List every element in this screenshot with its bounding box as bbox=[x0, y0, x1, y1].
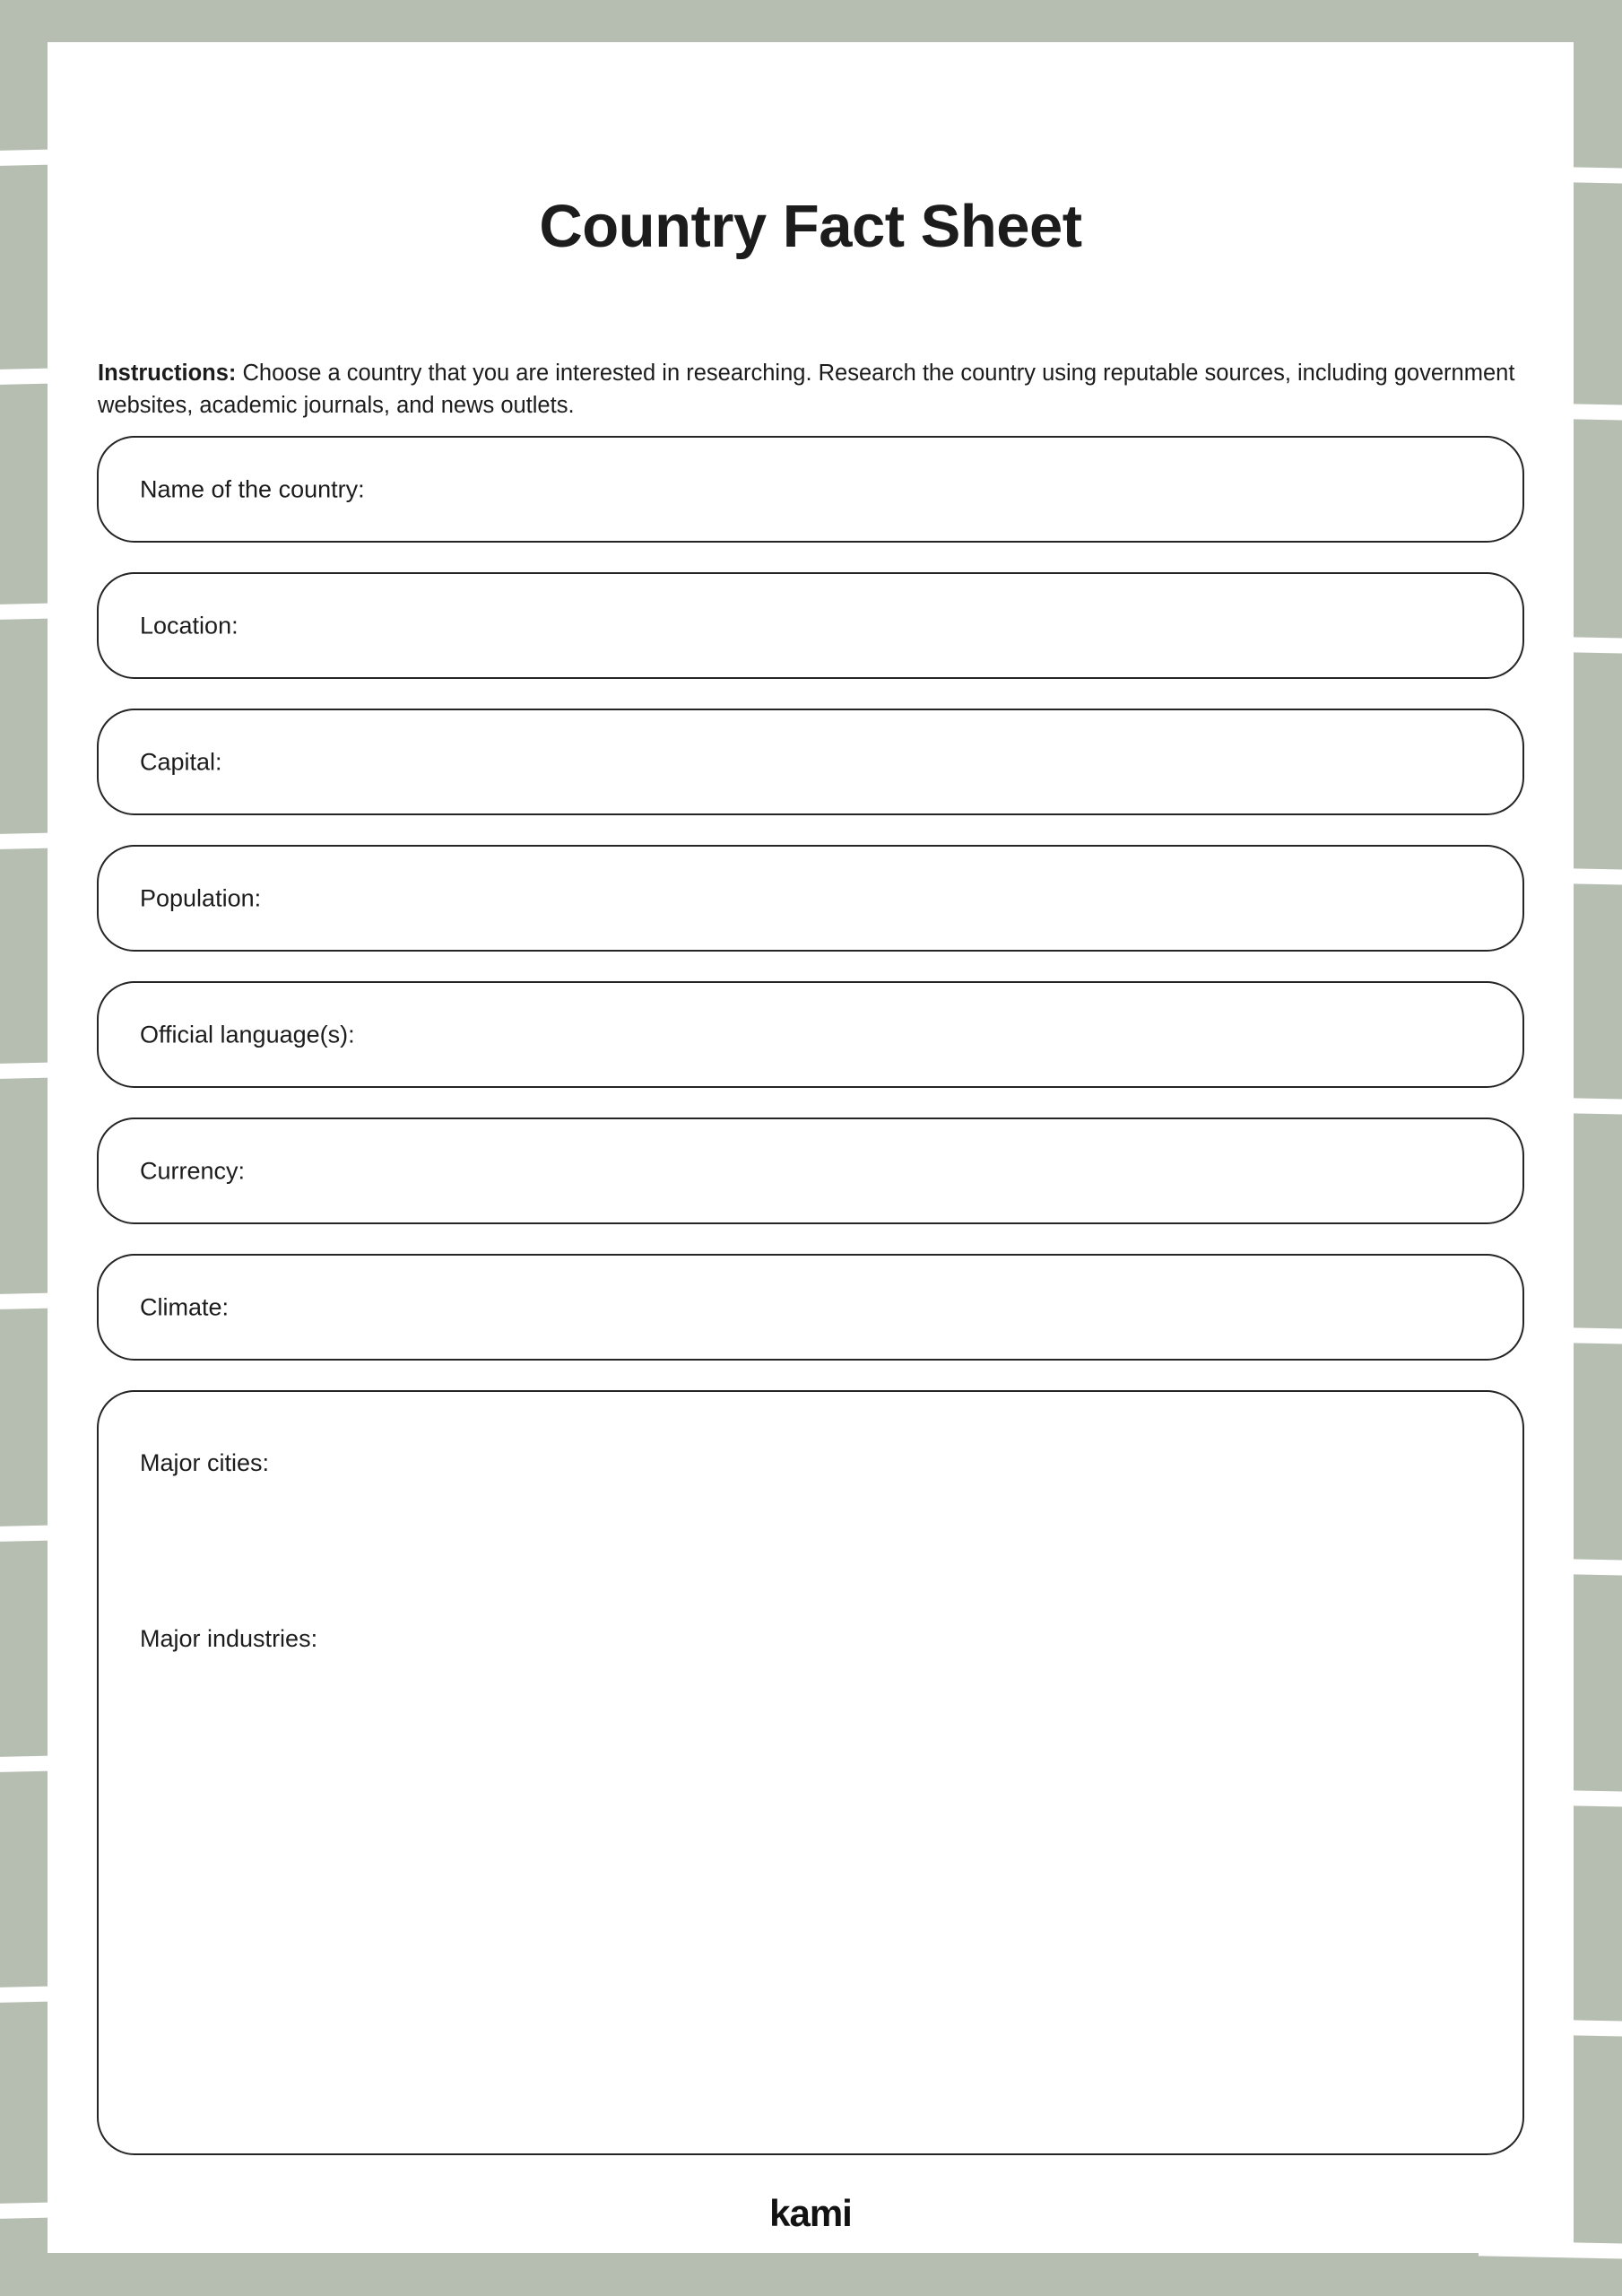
instructions-label: Instructions: bbox=[98, 360, 237, 386]
instructions-text: Choose a country that you are interested in researching. Research the country using reputable sources, including government websites, academic journals, and news outlets. bbox=[98, 360, 1515, 418]
field-box-large[interactable] bbox=[97, 1390, 1524, 2155]
field-box[interactable] bbox=[97, 572, 1524, 679]
page-title: Country Fact Sheet bbox=[539, 192, 1082, 260]
field-label: Major industries: bbox=[140, 1625, 318, 1652]
field-box[interactable] bbox=[97, 709, 1524, 815]
worksheet-paper bbox=[48, 42, 1574, 2253]
field-label: Capital: bbox=[140, 748, 222, 775]
kami-logo: kami bbox=[769, 2192, 852, 2234]
field-label: Climate: bbox=[140, 1293, 230, 1320]
field-box[interactable] bbox=[97, 845, 1524, 952]
field-label: Official language(s): bbox=[140, 1021, 355, 1048]
instructions-paragraph bbox=[98, 357, 1532, 422]
fields-container bbox=[97, 436, 1524, 2155]
field-box[interactable] bbox=[97, 981, 1524, 1088]
field-label: Population: bbox=[140, 884, 262, 911]
field-label: Currency: bbox=[140, 1157, 246, 1184]
field-label: Name of the country: bbox=[140, 475, 365, 502]
field-box[interactable] bbox=[97, 1254, 1524, 1361]
field-label: Major cities: bbox=[140, 1449, 270, 1476]
field-label: Location: bbox=[140, 612, 239, 639]
field-box[interactable] bbox=[97, 1118, 1524, 1224]
field-box[interactable] bbox=[97, 436, 1524, 543]
